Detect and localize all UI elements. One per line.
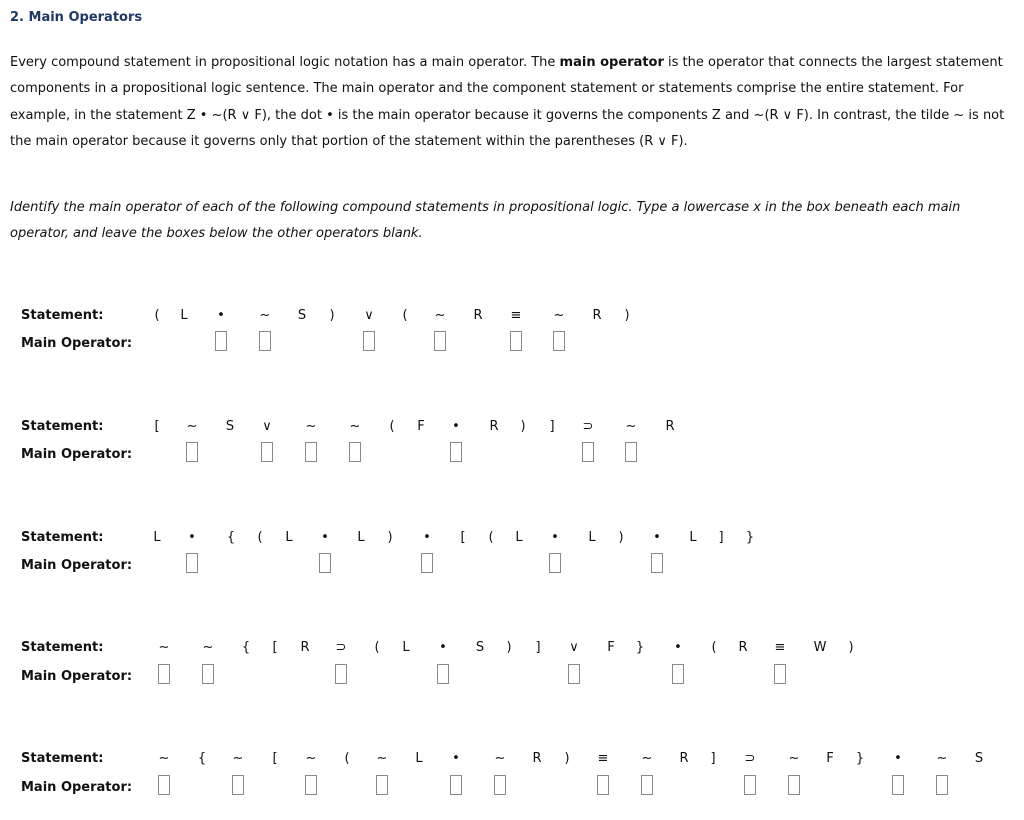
statement-token: ~: [202, 640, 214, 655]
statement-token: •: [217, 308, 225, 323]
main-operator-input[interactable]: [625, 442, 637, 462]
main-operator-input[interactable]: [261, 442, 273, 462]
statement-token: R: [532, 751, 542, 766]
statement-token: ~: [349, 419, 361, 434]
main-operator-label: Main Operator:: [21, 780, 133, 795]
statement-token: ]: [549, 419, 555, 434]
main-operator-input[interactable]: [305, 442, 317, 462]
statement-token: ): [624, 308, 630, 323]
statement-token: R: [489, 419, 499, 434]
statement-token: ≡: [774, 640, 786, 655]
main-operator-input[interactable]: [363, 331, 375, 351]
statement-token: ~: [553, 308, 565, 323]
statement-token: ~: [788, 751, 800, 766]
statement-token: ⊃: [335, 640, 347, 655]
statement-label: Statement:: [21, 419, 104, 434]
statement-token: ): [387, 530, 393, 545]
statement-token: ~: [434, 308, 446, 323]
statement-token: •: [894, 751, 902, 766]
section-heading: 2. Main Operators: [10, 10, 143, 25]
main-operator-input[interactable]: [186, 442, 198, 462]
statement-token: (: [389, 419, 395, 434]
main-operator-input[interactable]: [376, 775, 388, 795]
statement-token: ]: [718, 530, 724, 545]
statement-token: (: [374, 640, 380, 655]
statement-token: R: [738, 640, 748, 655]
statement-token: ~: [936, 751, 948, 766]
main-operator-input[interactable]: [158, 664, 170, 684]
statement-token: L: [588, 530, 596, 545]
statement-token: S: [225, 419, 235, 434]
main-operator-input[interactable]: [510, 331, 522, 351]
statement-token: ~: [158, 640, 170, 655]
statement-label: Statement:: [21, 751, 104, 766]
statement-token: S: [974, 751, 984, 766]
main-operator-input[interactable]: [774, 664, 786, 684]
intro-text-2: is the operator that connects the largest statement components in a propositional logic sentence. The main operator and the component statement or statements comprise the entire statement. For example, in the statement Z • ~(R ∨ F), the dot • is the main operator because it governs the components Z and ~(R ∨ F). In contrast, the tilde ~ is not the main operator because it governs only that portion of the statement within the parentheses (R ∨ F).: [10, 55, 1005, 150]
statement-token: [: [272, 751, 278, 766]
statement-token: ~: [625, 419, 637, 434]
statement-token: (: [488, 530, 494, 545]
main-operator-input[interactable]: [305, 775, 317, 795]
statement-token: •: [674, 640, 682, 655]
main-operator-input[interactable]: [553, 331, 565, 351]
main-operator-input[interactable]: [788, 775, 800, 795]
statement-token: }: [855, 751, 865, 766]
statement-token: ∨: [364, 308, 374, 323]
statement-token: (: [257, 530, 263, 545]
statement-token: (: [711, 640, 717, 655]
statement-token: L: [285, 530, 293, 545]
statement-token: •: [551, 530, 559, 545]
main-operator-input[interactable]: [259, 331, 271, 351]
statement-token: ∨: [569, 640, 579, 655]
statement-token: L: [515, 530, 523, 545]
statement-token: ~: [376, 751, 388, 766]
statement-token: ): [848, 640, 854, 655]
main-operator-label: Main Operator:: [21, 447, 133, 462]
statement-token: L: [357, 530, 365, 545]
statement-token: ∨: [262, 419, 272, 434]
statement-token: •: [653, 530, 661, 545]
statement-token: [: [460, 530, 466, 545]
main-operator-label: Main Operator:: [21, 669, 133, 684]
main-operator-input[interactable]: [568, 664, 580, 684]
statement-token: ): [618, 530, 624, 545]
statement-token: L: [415, 751, 423, 766]
statement-token: ]: [710, 751, 716, 766]
statement-token: F: [607, 640, 615, 655]
statement-token: ): [520, 419, 526, 434]
main-operator-input[interactable]: [494, 775, 506, 795]
statement-token: ~: [232, 751, 244, 766]
main-operator-input[interactable]: [672, 664, 684, 684]
statement-token: }: [635, 640, 645, 655]
main-operator-input[interactable]: [437, 664, 449, 684]
main-operator-input[interactable]: [215, 331, 227, 351]
main-operator-input[interactable]: [892, 775, 904, 795]
statement-token: ~: [305, 419, 317, 434]
statement-token: (: [154, 308, 160, 323]
main-operator-label: Main Operator:: [21, 336, 133, 351]
statement-token: L: [180, 308, 188, 323]
main-operator-input[interactable]: [319, 553, 331, 573]
statement-token: ): [564, 751, 570, 766]
statement-token: F: [826, 751, 834, 766]
statement-token: R: [679, 751, 689, 766]
statement-token: ≡: [597, 751, 609, 766]
intro-text-1: Every compound statement in propositional logic notation has a main operator. The: [10, 55, 560, 70]
statement-token: F: [417, 419, 425, 434]
statement-token: •: [452, 419, 460, 434]
statement-token: L: [689, 530, 697, 545]
main-operator-input[interactable]: [335, 664, 347, 684]
statement-token: ≡: [510, 308, 522, 323]
statement-token: ⊃: [582, 419, 594, 434]
statement-token: S: [297, 308, 307, 323]
main-operator-input[interactable]: [597, 775, 609, 795]
statement-token: }: [745, 530, 755, 545]
main-operator-input[interactable]: [186, 553, 198, 573]
main-operator-input[interactable]: [450, 442, 462, 462]
statement-token: ): [506, 640, 512, 655]
statement-token: {: [197, 751, 207, 766]
intro-paragraph: [10, 50, 1018, 156]
main-operator-input[interactable]: [349, 442, 361, 462]
instructions-paragraph: Identify the main operator of each of the following compound statements in propositional logic. Type a lowercase x in the box beneath each main operator, and leave the boxes below the other operators blank.: [10, 200, 961, 241]
main-operator-input[interactable]: [232, 775, 244, 795]
statement-label: Statement:: [21, 308, 104, 323]
statement-token: ⊃: [744, 751, 756, 766]
main-operator-input[interactable]: [641, 775, 653, 795]
main-operator-input[interactable]: [651, 553, 663, 573]
statement-token: R: [473, 308, 483, 323]
statement-token: L: [153, 530, 161, 545]
main-operator-input[interactable]: [582, 442, 594, 462]
statement-token: ~: [259, 308, 271, 323]
statement-token: ): [329, 308, 335, 323]
main-operator-input[interactable]: [549, 553, 561, 573]
statement-token: [: [272, 640, 278, 655]
main-operator-input[interactable]: [936, 775, 948, 795]
statement-token: R: [665, 419, 675, 434]
main-operator-input[interactable]: [450, 775, 462, 795]
statement-label: Statement:: [21, 640, 104, 655]
statement-token: ~: [494, 751, 506, 766]
statement-token: •: [452, 751, 460, 766]
statement-token: (: [344, 751, 350, 766]
statement-token: {: [241, 640, 251, 655]
statement-token: [: [154, 419, 160, 434]
statement-token: R: [300, 640, 310, 655]
statement-token: •: [321, 530, 329, 545]
main-operator-input[interactable]: [202, 664, 214, 684]
statement-token: ~: [158, 751, 170, 766]
intro-bold-term: main operator: [559, 55, 664, 70]
statement-token: •: [423, 530, 431, 545]
statement-token: ]: [535, 640, 541, 655]
statement-label: Statement:: [21, 530, 104, 545]
statement-token: •: [439, 640, 447, 655]
main-operator-input[interactable]: [421, 553, 433, 573]
statement-token: R: [592, 308, 602, 323]
statement-token: S: [475, 640, 485, 655]
statement-token: ~: [641, 751, 653, 766]
statement-token: W: [813, 640, 827, 655]
main-operator-label: Main Operator:: [21, 558, 133, 573]
statement-token: (: [402, 308, 408, 323]
statement-token: L: [402, 640, 410, 655]
statement-token: •: [188, 530, 196, 545]
main-operator-input[interactable]: [158, 775, 170, 795]
main-operator-input[interactable]: [744, 775, 756, 795]
statement-token: ~: [305, 751, 317, 766]
statement-token: ~: [186, 419, 198, 434]
main-operator-input[interactable]: [434, 331, 446, 351]
statement-token: {: [226, 530, 236, 545]
